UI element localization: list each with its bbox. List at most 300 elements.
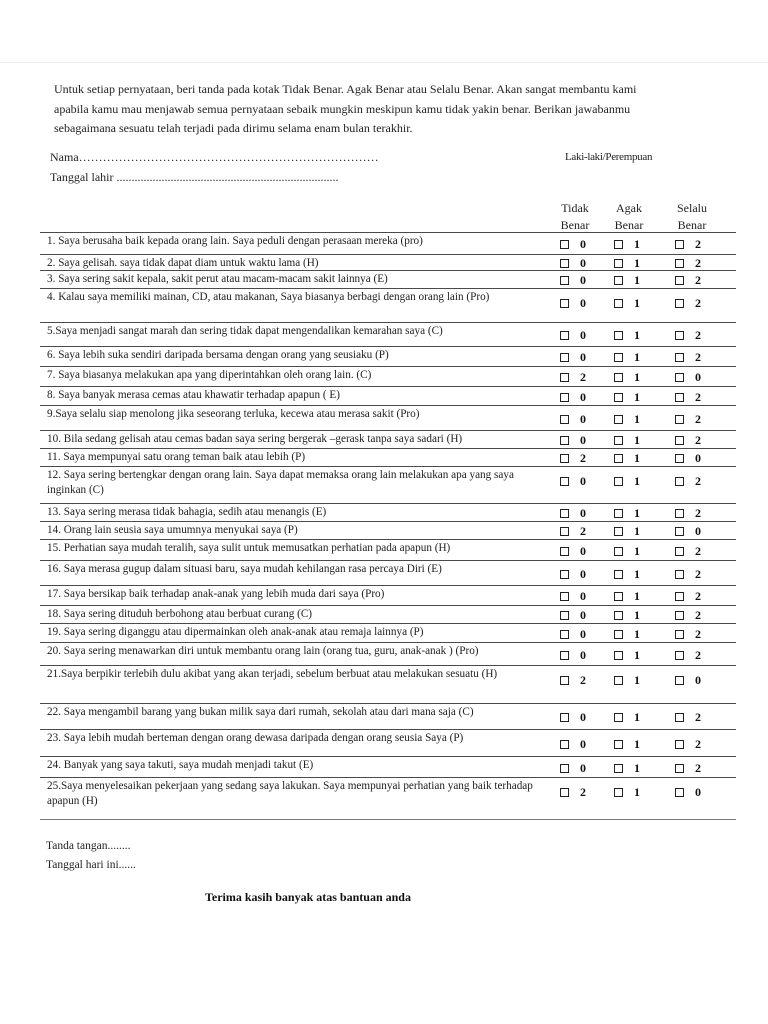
option-tidak-benar[interactable]	[560, 567, 590, 582]
score-value: 2	[695, 412, 701, 426]
option-agak-benar[interactable]	[614, 390, 644, 405]
score-value: 1	[634, 589, 640, 603]
checkbox[interactable]	[560, 276, 569, 285]
option-agak-benar[interactable]	[614, 433, 644, 448]
row-divider	[40, 503, 736, 504]
option-tidak-benar[interactable]	[560, 370, 590, 385]
checkbox[interactable]	[675, 259, 684, 268]
checkbox[interactable]	[675, 740, 684, 749]
checkbox[interactable]	[560, 570, 569, 579]
row-divider	[40, 729, 736, 730]
option-selalu-benar[interactable]	[675, 328, 705, 343]
checkbox[interactable]	[675, 299, 684, 308]
score-value: 1	[634, 237, 640, 251]
score-value: 1	[634, 412, 640, 426]
checkbox[interactable]	[675, 651, 684, 660]
score-value: 2	[580, 524, 586, 538]
option-tidak-benar[interactable]	[560, 737, 590, 752]
score-value: 0	[580, 589, 586, 603]
option-agak-benar[interactable]	[614, 328, 644, 343]
table-row	[40, 521, 736, 539]
column-header-tidak-benar: Tidak Benar	[560, 201, 590, 232]
option-selalu-benar[interactable]	[675, 273, 705, 288]
checkbox[interactable]	[614, 299, 623, 308]
score-value: 2	[695, 296, 701, 310]
checkbox[interactable]	[614, 676, 623, 685]
checkbox[interactable]	[560, 676, 569, 685]
score-value: 0	[695, 785, 701, 799]
instructions: Untuk setiap pernyataan, beri tanda pada kotak Tidak Benar. Agak Benar atau Selalu Benar. Akan sangat membantu kami apabila kamu mau menjawab semua pernyataan sebaik mungkin meskipun kamu tidak yakin benar. Berikan jawabanmu sebagaimana sesuatu telah terjadi pada dirimu selama enam bulan terakhir.	[54, 82, 637, 135]
score-value: 1	[634, 627, 640, 641]
checkbox[interactable]	[560, 353, 569, 362]
score-value: 2	[695, 648, 701, 662]
checkbox[interactable]	[614, 630, 623, 639]
row-divider	[40, 430, 736, 431]
option-agak-benar[interactable]	[614, 237, 644, 252]
checkbox[interactable]	[675, 436, 684, 445]
score-value: 2	[695, 433, 701, 447]
score-value: 0	[580, 648, 586, 662]
table-row	[40, 346, 736, 366]
score-value: 2	[695, 328, 701, 342]
table-row	[40, 466, 736, 503]
checkbox[interactable]	[675, 764, 684, 773]
row-divider	[40, 642, 736, 643]
option-agak-benar[interactable]	[614, 648, 644, 663]
row-divider	[40, 405, 736, 406]
option-tidak-benar[interactable]	[560, 673, 590, 688]
option-agak-benar[interactable]	[614, 451, 644, 466]
table-row	[40, 665, 736, 703]
option-selalu-benar[interactable]	[675, 589, 705, 604]
option-selalu-benar[interactable]	[675, 237, 705, 252]
option-tidak-benar[interactable]	[560, 474, 590, 489]
option-agak-benar[interactable]	[614, 673, 644, 688]
option-selalu-benar[interactable]	[675, 608, 705, 623]
option-tidak-benar[interactable]	[560, 237, 590, 252]
table-row	[40, 642, 736, 665]
score-value: 0	[580, 412, 586, 426]
option-selalu-benar[interactable]	[675, 370, 705, 385]
checkbox[interactable]	[614, 240, 623, 249]
checkbox[interactable]	[675, 570, 684, 579]
option-agak-benar[interactable]	[614, 710, 644, 725]
date-field[interactable]: Tanggal hari ini......	[46, 859, 136, 871]
score-value: 0	[580, 273, 586, 287]
question-text: 14. Orang lain seusia saya umumnya menyukai saya (P)	[47, 524, 298, 536]
question-text: 20. Saya sering menawarkan diri untuk membantu orang lain (orang tua, guru, anak-anak ) (Pro)	[47, 645, 479, 657]
checkbox[interactable]	[614, 527, 623, 536]
score-value: 2	[695, 544, 701, 558]
option-selalu-benar[interactable]	[675, 474, 705, 489]
checkbox[interactable]	[614, 415, 623, 424]
table-row	[40, 405, 736, 430]
option-tidak-benar[interactable]	[560, 433, 590, 448]
checkbox[interactable]	[675, 276, 684, 285]
option-selalu-benar[interactable]	[675, 544, 705, 559]
score-value: 0	[580, 710, 586, 724]
checkbox[interactable]	[614, 611, 623, 620]
score-value: 0	[580, 350, 586, 364]
option-tidak-benar[interactable]	[560, 761, 590, 776]
checkbox[interactable]	[560, 240, 569, 249]
question-text: 5.Saya menjadi sangat marah dan sering tidak dapat mengendalikan kemarahan saya (C)	[47, 325, 443, 337]
row-divider	[40, 585, 736, 586]
checkbox[interactable]	[675, 373, 684, 382]
option-tidak-benar[interactable]	[560, 506, 590, 521]
checkbox[interactable]	[560, 436, 569, 445]
question-text: 13. Saya sering merasa tidak bahagia, sedih atau menangis (E)	[47, 506, 327, 518]
table-row	[40, 605, 736, 623]
question-text: 21.Saya berpikir terlebih dulu akibat yang akan terjadi, sebelum berbuat atau melakukan sesuatu (H)	[47, 668, 498, 680]
checkbox[interactable]	[614, 547, 623, 556]
option-agak-benar[interactable]	[614, 761, 644, 776]
row-divider	[40, 466, 736, 467]
row-divider	[40, 703, 736, 704]
score-value: 1	[634, 673, 640, 687]
option-agak-benar[interactable]	[614, 370, 644, 385]
score-value: 0	[695, 673, 701, 687]
score-value: 1	[634, 544, 640, 558]
score-value: 2	[695, 390, 701, 404]
checkbox[interactable]	[560, 415, 569, 424]
signature-field[interactable]: Tanda tangan........	[46, 840, 131, 852]
option-selalu-benar[interactable]	[675, 648, 705, 663]
table-row	[40, 703, 736, 729]
table-row	[40, 322, 736, 346]
checkbox[interactable]	[560, 393, 569, 402]
question-text: 1. Saya berusaha baik kepada orang lain. Saya peduli dengan perasaan mereka (pro)	[47, 235, 423, 247]
score-value: 1	[634, 296, 640, 310]
question-text: 10. Bila sedang gelisah atau cemas badan saya sering bergerak –gerask tanpa saya sadari (H)	[47, 433, 463, 445]
score-value: 2	[580, 673, 586, 687]
option-agak-benar[interactable]	[614, 627, 644, 642]
option-selalu-benar[interactable]	[675, 761, 705, 776]
row-divider	[40, 322, 736, 323]
checkbox[interactable]	[560, 527, 569, 536]
question-text: 22. Saya mengambil barang yang bukan milik saya dari rumah, sekolah atau dari mana saja (C)	[47, 706, 474, 718]
checkbox[interactable]	[614, 259, 623, 268]
checkbox[interactable]	[560, 788, 569, 797]
option-agak-benar[interactable]	[614, 296, 644, 311]
table-row	[40, 503, 736, 521]
score-value: 2	[580, 370, 586, 384]
score-value: 1	[634, 390, 640, 404]
row-divider	[40, 254, 736, 255]
option-tidak-benar[interactable]	[560, 627, 590, 642]
gender-field[interactable]: Laki-laki/Perempuan	[565, 151, 653, 163]
table-row	[40, 430, 736, 448]
checkbox[interactable]	[614, 713, 623, 722]
checkbox[interactable]	[560, 630, 569, 639]
score-value: 0	[580, 474, 586, 488]
score-value: 0	[580, 237, 586, 251]
table-row	[40, 560, 736, 585]
checkbox[interactable]	[614, 436, 623, 445]
checkbox[interactable]	[614, 454, 623, 463]
checkbox[interactable]	[675, 713, 684, 722]
checkbox[interactable]	[614, 393, 623, 402]
option-selalu-benar[interactable]	[675, 412, 705, 427]
column-header-agak-benar: Agak Benar	[614, 201, 644, 232]
option-agak-benar[interactable]	[614, 608, 644, 623]
table-row	[40, 366, 736, 386]
checkbox[interactable]	[560, 547, 569, 556]
checkbox[interactable]	[560, 373, 569, 382]
question-text: 16. Saya merasa gugup dalam situasi baru, saya mudah kehilangan rasa percaya Diri (E)	[47, 563, 442, 575]
checkbox[interactable]	[614, 764, 623, 773]
checkbox[interactable]	[560, 611, 569, 620]
checkbox[interactable]	[560, 740, 569, 749]
option-tidak-benar[interactable]	[560, 256, 590, 271]
table-row	[40, 777, 736, 819]
option-agak-benar[interactable]	[614, 412, 644, 427]
checkbox[interactable]	[560, 651, 569, 660]
score-value: 2	[695, 761, 701, 775]
option-agak-benar[interactable]	[614, 737, 644, 752]
question-text: 25.Saya menyelesaikan pekerjaan yang sedang saya lakukan. Saya mempunyai perhatian yang baik terhadap apapun (H)	[47, 780, 533, 807]
checkbox[interactable]	[675, 393, 684, 402]
checkbox[interactable]	[675, 509, 684, 518]
question-text: 3. Saya sering sakit kepala, sakit perut atau macam-macam sakit lainnya (E)	[47, 273, 388, 285]
option-selalu-benar[interactable]	[675, 567, 705, 582]
option-tidak-benar[interactable]	[560, 589, 590, 604]
option-agak-benar[interactable]	[614, 506, 644, 521]
question-text: 8. Saya banyak merasa cemas atau khawatir terhadap apapun ( E)	[47, 389, 340, 401]
option-agak-benar[interactable]	[614, 350, 644, 365]
option-tidak-benar[interactable]	[560, 390, 590, 405]
option-selalu-benar[interactable]	[675, 433, 705, 448]
checkbox[interactable]	[614, 740, 623, 749]
score-value: 1	[634, 474, 640, 488]
option-tidak-benar[interactable]	[560, 710, 590, 725]
table-row	[40, 270, 736, 288]
score-value: 2	[695, 506, 701, 520]
score-value: 2	[695, 273, 701, 287]
score-value: 1	[634, 256, 640, 270]
score-value: 0	[580, 256, 586, 270]
score-value: 2	[695, 567, 701, 581]
question-text: 4. Kalau saya memiliki mainan, CD, atau makanan, Saya biasanya berbagi dengan orang lain (Pro)	[47, 291, 490, 303]
option-agak-benar[interactable]	[614, 589, 644, 604]
row-divider	[40, 756, 736, 757]
checkbox[interactable]	[614, 373, 623, 382]
table-row	[40, 288, 736, 322]
checkbox[interactable]	[560, 713, 569, 722]
option-selalu-benar[interactable]	[675, 256, 705, 271]
row-divider	[40, 232, 736, 233]
score-value: 0	[695, 370, 701, 384]
option-selalu-benar[interactable]	[675, 785, 705, 800]
score-value: 1	[634, 761, 640, 775]
checkbox[interactable]	[675, 611, 684, 620]
score-value: 0	[580, 608, 586, 622]
score-value: 0	[580, 390, 586, 404]
checkbox[interactable]	[614, 276, 623, 285]
option-tidak-benar[interactable]	[560, 648, 590, 663]
option-agak-benar[interactable]	[614, 256, 644, 271]
option-tidak-benar[interactable]	[560, 350, 590, 365]
checkbox[interactable]	[675, 676, 684, 685]
score-value: 2	[695, 737, 701, 751]
score-value: 0	[580, 761, 586, 775]
score-value: 1	[634, 328, 640, 342]
option-agak-benar[interactable]	[614, 544, 644, 559]
option-tidak-benar[interactable]	[560, 524, 590, 539]
option-selalu-benar[interactable]	[675, 710, 705, 725]
question-text: 11. Saya mempunyai satu orang teman baik atau lebih (P)	[47, 451, 306, 463]
row-divider	[40, 366, 736, 367]
question-text: 18. Saya sering dituduh berbohong atau berbuat curang (C)	[47, 608, 313, 620]
option-selalu-benar[interactable]	[675, 673, 705, 688]
checkbox[interactable]	[614, 788, 623, 797]
row-divider	[40, 386, 736, 387]
option-tidak-benar[interactable]	[560, 608, 590, 623]
option-tidak-benar[interactable]	[560, 328, 590, 343]
name-field[interactable]: Nama…………………………………………………………………	[50, 150, 379, 164]
checkbox[interactable]	[614, 331, 623, 340]
option-selalu-benar[interactable]	[675, 737, 705, 752]
checkbox[interactable]	[675, 240, 684, 249]
option-tidak-benar[interactable]	[560, 544, 590, 559]
question-text: 9.Saya selalu siap menolong jika seseorang terluka, kecewa atau merasa sakit (Pro)	[47, 408, 420, 420]
checkbox[interactable]	[560, 299, 569, 308]
option-tidak-benar[interactable]	[560, 412, 590, 427]
row-divider	[40, 521, 736, 522]
option-tidak-benar[interactable]	[560, 296, 590, 311]
row-divider	[40, 448, 736, 449]
option-selalu-benar[interactable]	[675, 627, 705, 642]
row-divider	[40, 605, 736, 606]
checkbox[interactable]	[675, 547, 684, 556]
checkbox[interactable]	[675, 527, 684, 536]
row-divider	[40, 288, 736, 289]
option-tidak-benar[interactable]	[560, 273, 590, 288]
column-header-selalu-benar: Selalu Benar	[677, 201, 707, 232]
option-agak-benar[interactable]	[614, 567, 644, 582]
score-value: 0	[580, 627, 586, 641]
option-agak-benar[interactable]	[614, 474, 644, 489]
checkbox[interactable]	[675, 454, 684, 463]
question-text: 15. Perhatian saya mudah teralih, saya sulit untuk memusatkan perhatian pada apapun (H)	[47, 542, 451, 554]
score-value: 0	[695, 524, 701, 538]
score-value: 0	[580, 737, 586, 751]
question-text: 19. Saya sering diganggu atau dipermainkan oleh anak-anak atau remaja lainnya (P)	[47, 626, 424, 638]
checkbox[interactable]	[675, 331, 684, 340]
score-value: 1	[634, 710, 640, 724]
score-value: 0	[580, 567, 586, 581]
score-value: 2	[695, 237, 701, 251]
checkbox[interactable]	[560, 454, 569, 463]
checkbox[interactable]	[560, 259, 569, 268]
score-value: 2	[580, 785, 586, 799]
score-value: 1	[634, 785, 640, 799]
checkbox[interactable]	[560, 331, 569, 340]
checkbox[interactable]	[675, 353, 684, 362]
score-value: 1	[634, 648, 640, 662]
score-value: 1	[634, 567, 640, 581]
score-value: 1	[634, 524, 640, 538]
table-row	[40, 386, 736, 405]
checkbox[interactable]	[614, 651, 623, 660]
option-agak-benar[interactable]	[614, 273, 644, 288]
birthdate-field[interactable]: Tanggal lahir ..........................................................................	[50, 170, 339, 184]
checkbox[interactable]	[675, 477, 684, 486]
checkbox[interactable]	[675, 592, 684, 601]
row-divider	[40, 270, 736, 271]
table-row	[40, 448, 736, 466]
table-row	[40, 539, 736, 560]
option-selalu-benar[interactable]	[675, 296, 705, 311]
question-text: 12. Saya sering bertengkar dengan orang lain. Saya dapat memaksa orang lain melakukan apa yang saya inginkan (C)	[47, 469, 514, 496]
checkbox[interactable]	[614, 477, 623, 486]
option-selalu-benar[interactable]	[675, 390, 705, 405]
option-agak-benar[interactable]	[614, 785, 644, 800]
row-divider	[40, 623, 736, 624]
score-value: 0	[580, 506, 586, 520]
checkbox[interactable]	[675, 415, 684, 424]
checkbox[interactable]	[560, 477, 569, 486]
checkbox[interactable]	[614, 570, 623, 579]
table-row	[40, 232, 736, 254]
score-value: 0	[695, 451, 701, 465]
score-value: 1	[634, 506, 640, 520]
table-row	[40, 729, 736, 756]
checkbox[interactable]	[614, 592, 623, 601]
option-selalu-benar[interactable]	[675, 350, 705, 365]
score-value: 1	[634, 608, 640, 622]
score-value: 0	[580, 296, 586, 310]
question-text: 6. Saya lebih suka sendiri daripada bersama dengan orang yang seusiaku (P)	[47, 349, 389, 361]
table-row	[40, 254, 736, 270]
checkbox[interactable]	[614, 353, 623, 362]
score-value: 1	[634, 273, 640, 287]
option-tidak-benar[interactable]	[560, 451, 590, 466]
score-value: 0	[580, 433, 586, 447]
row-divider	[40, 560, 736, 561]
question-text: 2. Saya gelisah. saya tidak dapat diam untuk waktu lama (H)	[47, 257, 319, 269]
option-agak-benar[interactable]	[614, 524, 644, 539]
score-value: 0	[580, 544, 586, 558]
checkbox[interactable]	[560, 764, 569, 773]
question-text: 7. Saya biasanya melakukan apa yang diperintahkan oleh orang lain. (C)	[47, 369, 372, 381]
score-value: 2	[695, 474, 701, 488]
table-row	[40, 756, 736, 777]
option-selalu-benar[interactable]	[675, 524, 705, 539]
score-value: 2	[695, 350, 701, 364]
option-tidak-benar[interactable]	[560, 785, 590, 800]
row-divider	[40, 819, 736, 820]
row-divider	[40, 346, 736, 347]
score-value: 1	[634, 737, 640, 751]
score-value: 2	[695, 256, 701, 270]
checkbox[interactable]	[675, 788, 684, 797]
score-value: 2	[580, 451, 586, 465]
checkbox[interactable]	[560, 592, 569, 601]
score-value: 2	[695, 608, 701, 622]
thank-you-note: Terima kasih banyak atas bantuan anda	[205, 890, 411, 904]
score-value: 1	[634, 370, 640, 384]
top-divider	[0, 62, 768, 63]
option-selalu-benar[interactable]	[675, 451, 705, 466]
option-selalu-benar[interactable]	[675, 506, 705, 521]
checkbox[interactable]	[675, 630, 684, 639]
row-divider	[40, 777, 736, 778]
score-value: 1	[634, 350, 640, 364]
checkbox[interactable]	[614, 509, 623, 518]
table-row	[40, 623, 736, 642]
checkbox[interactable]	[560, 509, 569, 518]
